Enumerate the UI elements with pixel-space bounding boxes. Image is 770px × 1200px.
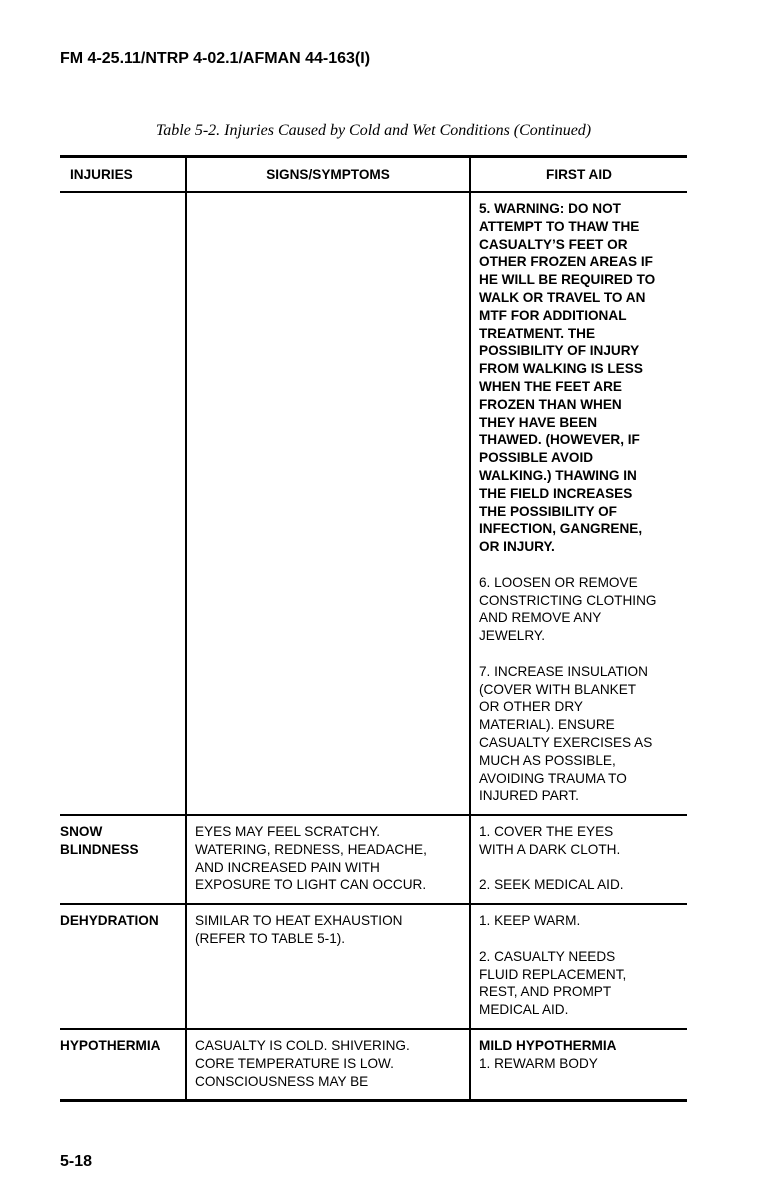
signs-cell: SIMILAR TO HEAT EXHAUSTION (REFER TO TABLE 5-1). [186, 904, 470, 1029]
injury-cell: SNOW BLINDNESS [60, 815, 186, 904]
table-caption: Table 5-2. Injuries Caused by Cold and Wet Conditions (Continued) [155, 122, 592, 139]
first-aid-step: 1. KEEP WARM. [479, 913, 581, 929]
table-row [60, 1029, 687, 1101]
first-aid-step: 1. REWARM BODY [479, 1055, 598, 1071]
first-aid-step: 2. CASUALTY NEEDS FLUID REPLACEMENT, REST, AND PROMPT MEDICAL AID. [479, 948, 627, 1018]
first-aid-cell [470, 904, 687, 1029]
first-aid-step: 2. SEEK MEDICAL AID. [479, 877, 624, 893]
table-row [60, 192, 687, 815]
injury-cell: HYPOTHERMIA [60, 1029, 186, 1101]
page-number: 5-18 [60, 1153, 93, 1170]
injury-cell: DEHYDRATION [60, 904, 186, 1029]
signs-cell: CASUALTY IS COLD. SHIVERING. CORE TEMPERATURE IS LOW. CONSCIOUSNESS MAY BE [186, 1029, 470, 1101]
document-header: FM 4-25.11/NTRP 4-02.1/AFMAN 44-163(I) [60, 50, 371, 67]
table-row [60, 815, 687, 904]
first-aid-step: 1. COVER THE EYES WITH A DARK CLOTH. [479, 824, 621, 857]
injuries-table [60, 155, 687, 1102]
first-aid-cell [470, 815, 687, 904]
first-aid-step: 7. INCREASE INSULATION (COVER WITH BLANKET OR OTHER DRY MATERIAL). ENSURE CASUALTY EXERCISES AS MUCH AS POSSIBLE, AVOIDING TRAUMA TO INJURED PART. [479, 663, 653, 804]
first-aid-step: 5. WARNING: DO NOT ATTEMPT TO THAW THE CASUALTY’S FEET OR OTHER FROZEN AREAS IF HE WILL BE REQUIRED TO WALK OR TRAVEL TO AN MTF FOR ADDITIONAL TREATMENT. THE POSSIBILITY OF INJURY FROM WALKING IS LESS WHEN THE FEET ARE FROZEN THAN WHEN THEY HAVE BEEN THAWED. (HOWEVER, IF POSSIBLE AVOID WALKING.) THAWING IN THE FIELD INCREASES THE POSSIBILITY OF INFECTION, GANGRENE, OR INJURY. [479, 201, 656, 555]
injury-cell [60, 192, 186, 815]
first-aid-cell [470, 192, 687, 815]
column-header-injuries: INJURIES [60, 157, 186, 193]
column-header-first-aid: FIRST AID [470, 157, 687, 193]
table-header-row [60, 157, 687, 193]
signs-cell [186, 192, 470, 815]
table-row [60, 904, 687, 1029]
first-aid-subheading: MILD HYPOTHERMIA [479, 1038, 617, 1054]
first-aid-cell [470, 1029, 687, 1101]
signs-cell: EYES MAY FEEL SCRATCHY. WATERING, REDNESS, HEADACHE, AND INCREASED PAIN WITH EXPOSURE TO LIGHT CAN OCCUR. [186, 815, 470, 904]
column-header-signs: SIGNS/SYMPTOMS [186, 157, 470, 193]
first-aid-step: 6. LOOSEN OR REMOVE CONSTRICTING CLOTHING AND REMOVE ANY JEWELRY. [479, 574, 657, 644]
